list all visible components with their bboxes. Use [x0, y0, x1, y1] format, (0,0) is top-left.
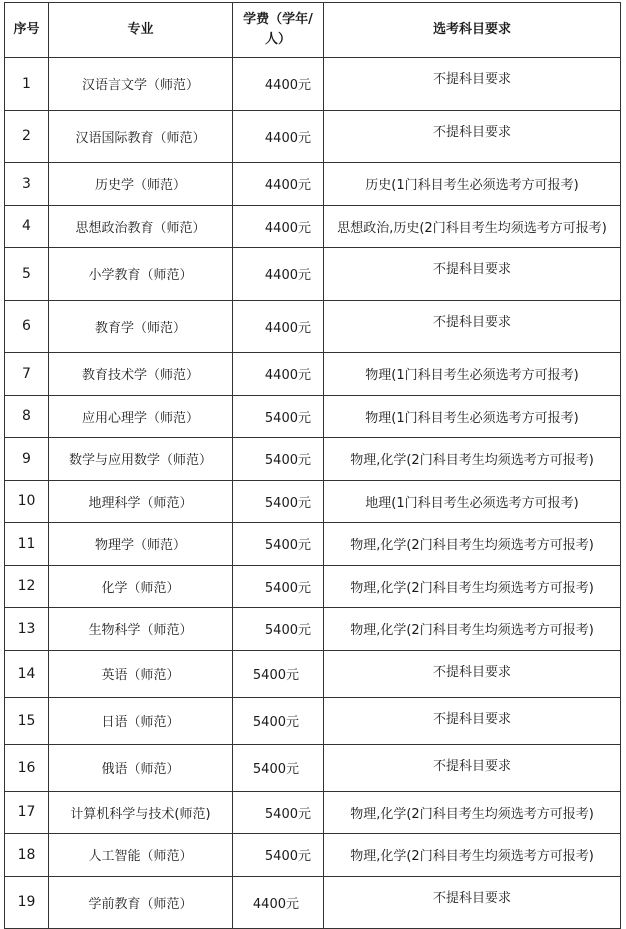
row-fee: 5400元 — [233, 834, 324, 877]
row-fee: 4400元 — [233, 163, 324, 206]
row-major: 学前教育（师范） — [49, 876, 233, 929]
row-index: 5 — [5, 248, 49, 301]
table-row — [5, 205, 621, 248]
row-requirement: 不提科目要求 — [324, 248, 621, 301]
row-index: 11 — [5, 523, 49, 566]
row-requirement: 物理(1门科目考生必须选考方可报考) — [324, 353, 621, 396]
row-index: 15 — [5, 697, 49, 744]
row-index: 9 — [5, 438, 49, 481]
row-requirement: 物理,化学(2门科目考生均须选考方可报考) — [324, 438, 621, 481]
row-major: 汉语国际教育（师范） — [49, 110, 233, 163]
row-fee: 5400元 — [233, 523, 324, 566]
row-fee: 5400元 — [233, 697, 324, 744]
row-fee: 4400元 — [233, 353, 324, 396]
row-requirement: 地理(1门科目考生必须选考方可报考) — [324, 480, 621, 523]
table-row — [5, 608, 621, 651]
row-index: 2 — [5, 110, 49, 163]
row-requirement: 物理,化学(2门科目考生均须选考方可报考) — [324, 834, 621, 877]
row-index: 4 — [5, 205, 49, 248]
table-row — [5, 248, 621, 301]
table-row — [5, 876, 621, 929]
row-fee: 5400元 — [233, 480, 324, 523]
table-row — [5, 395, 621, 438]
table-row — [5, 110, 621, 163]
row-requirement: 不提科目要求 — [324, 650, 621, 697]
row-major: 小学教育（师范） — [49, 248, 233, 301]
table-row — [5, 163, 621, 206]
row-fee: 5400元 — [233, 650, 324, 697]
row-major: 教育技术学（师范） — [49, 353, 233, 396]
row-index: 14 — [5, 650, 49, 697]
row-major: 数学与应用数学（师范） — [49, 438, 233, 481]
row-major: 英语（师范） — [49, 650, 233, 697]
row-index: 12 — [5, 565, 49, 608]
row-requirement: 不提科目要求 — [324, 58, 621, 111]
table-row — [5, 697, 621, 744]
row-index: 10 — [5, 480, 49, 523]
row-index: 18 — [5, 834, 49, 877]
row-major: 生物科学（师范） — [49, 608, 233, 651]
header-requirement: 选考科目要求 — [324, 3, 621, 58]
row-fee: 4400元 — [233, 876, 324, 929]
row-index: 3 — [5, 163, 49, 206]
table-row — [5, 744, 621, 791]
row-requirement: 物理(1门科目考生必须选考方可报考) — [324, 395, 621, 438]
row-index: 6 — [5, 300, 49, 353]
row-index: 8 — [5, 395, 49, 438]
row-index: 17 — [5, 791, 49, 834]
row-major: 计算机科学与技术(师范) — [49, 791, 233, 834]
table-row — [5, 834, 621, 877]
row-fee: 5400元 — [233, 438, 324, 481]
row-requirement: 物理,化学(2门科目考生均须选考方可报考) — [324, 791, 621, 834]
table-row — [5, 650, 621, 697]
row-fee: 5400元 — [233, 791, 324, 834]
row-fee: 4400元 — [233, 205, 324, 248]
row-fee: 4400元 — [233, 300, 324, 353]
row-requirement: 不提科目要求 — [324, 110, 621, 163]
row-index: 13 — [5, 608, 49, 651]
row-major: 化学（师范） — [49, 565, 233, 608]
row-index: 1 — [5, 58, 49, 111]
row-fee: 5400元 — [233, 608, 324, 651]
table-row — [5, 353, 621, 396]
row-requirement: 物理,化学(2门科目考生均须选考方可报考) — [324, 523, 621, 566]
table-row — [5, 791, 621, 834]
row-major: 教育学（师范） — [49, 300, 233, 353]
row-requirement: 不提科目要求 — [324, 697, 621, 744]
row-requirement: 不提科目要求 — [324, 744, 621, 791]
row-fee: 4400元 — [233, 248, 324, 301]
row-index: 7 — [5, 353, 49, 396]
row-major: 日语（师范） — [49, 697, 233, 744]
row-requirement: 历史(1门科目考生必须选考方可报考) — [324, 163, 621, 206]
table-row — [5, 480, 621, 523]
row-requirement: 物理,化学(2门科目考生均须选考方可报考) — [324, 608, 621, 651]
table-row — [5, 438, 621, 481]
row-requirement: 不提科目要求 — [324, 300, 621, 353]
row-requirement: 思想政治,历史(2门科目考生均须选考方可报考) — [324, 205, 621, 248]
row-major: 俄语（师范） — [49, 744, 233, 791]
table-row — [5, 300, 621, 353]
row-fee: 5400元 — [233, 565, 324, 608]
header-fee: 学费（学年/人） — [233, 3, 324, 58]
fee-table — [4, 2, 621, 929]
row-index: 16 — [5, 744, 49, 791]
row-major: 历史学（师范） — [49, 163, 233, 206]
row-major: 应用心理学（师范） — [49, 395, 233, 438]
row-requirement: 不提科目要求 — [324, 876, 621, 929]
row-fee: 4400元 — [233, 58, 324, 111]
row-major: 思想政治教育（师范） — [49, 205, 233, 248]
row-fee: 5400元 — [233, 744, 324, 791]
row-major: 物理学（师范） — [49, 523, 233, 566]
row-fee: 4400元 — [233, 110, 324, 163]
row-index: 19 — [5, 876, 49, 929]
header-index: 序号 — [5, 3, 49, 58]
header-row — [5, 3, 621, 58]
table-row — [5, 58, 621, 111]
row-requirement: 物理,化学(2门科目考生均须选考方可报考) — [324, 565, 621, 608]
row-major: 汉语言文学（师范） — [49, 58, 233, 111]
row-major: 人工智能（师范） — [49, 834, 233, 877]
header-major: 专业 — [49, 3, 233, 58]
table-row — [5, 523, 621, 566]
table-row — [5, 565, 621, 608]
row-fee: 5400元 — [233, 395, 324, 438]
row-major: 地理科学（师范） — [49, 480, 233, 523]
